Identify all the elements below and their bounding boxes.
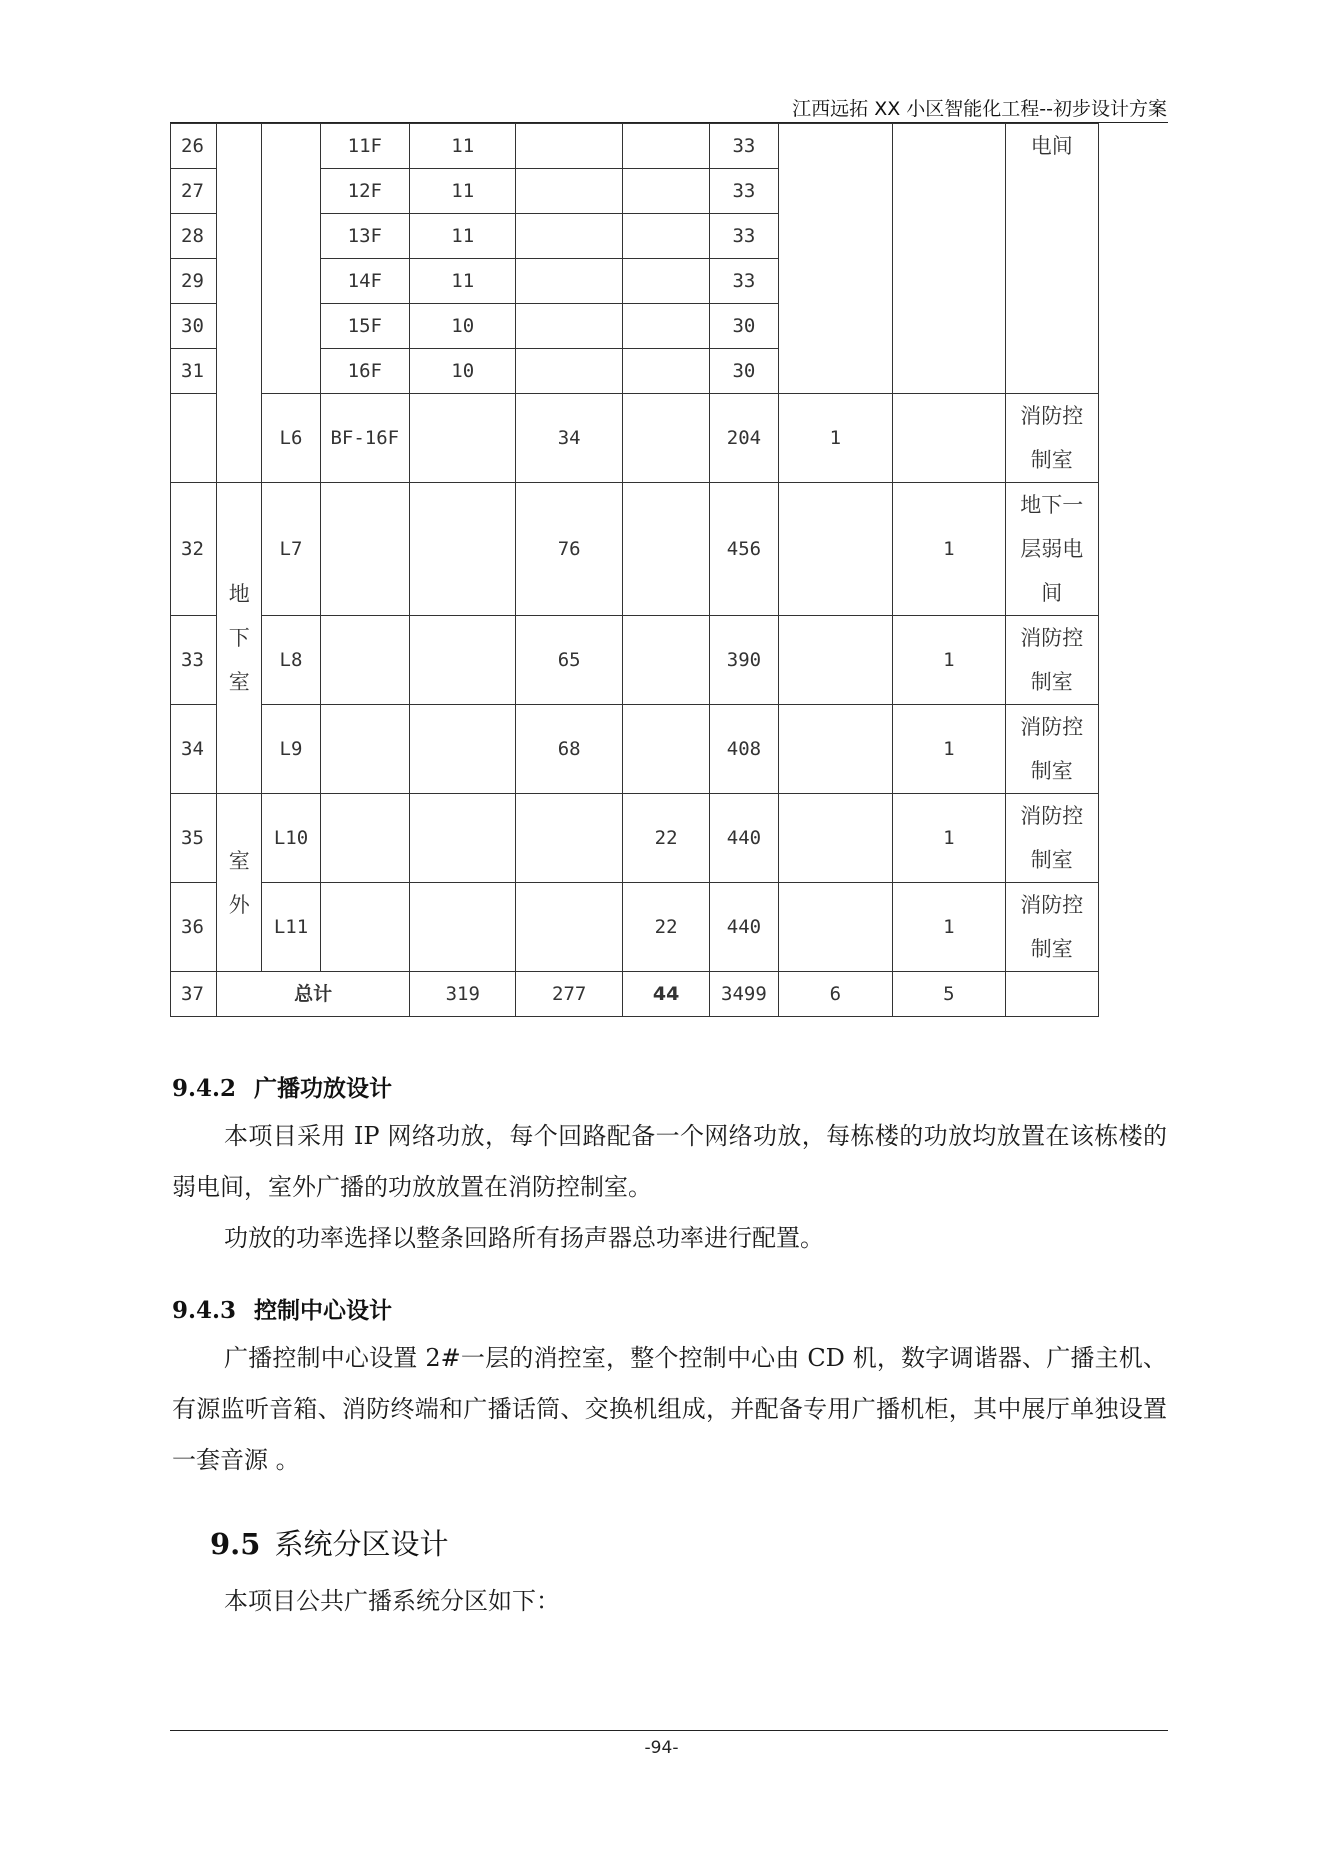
loop-cell: L10 (262, 794, 320, 883)
outdoor-label: 室外 (217, 794, 262, 972)
table-row (171, 124, 1099, 169)
location-cell: 消防控制室 (1005, 394, 1098, 483)
location-cell: 消防控制室 (1005, 794, 1098, 883)
count-cell: 22 (622, 883, 709, 972)
ctrl-cell: 1 (893, 883, 1005, 972)
total-cell: 33 (710, 169, 778, 214)
count-cell: 10 (410, 304, 516, 349)
location-cell: 消防控制室 (1005, 883, 1098, 972)
amp-cell: 1 (778, 394, 892, 483)
total-cell: 204 (710, 394, 778, 483)
row-number (171, 394, 217, 483)
total-cell: 30 (710, 304, 778, 349)
table-row (171, 483, 1099, 616)
row-number: 37 (171, 972, 217, 1017)
row-number: 32 (171, 483, 217, 616)
row-number: 36 (171, 883, 217, 972)
row-number: 33 (171, 616, 217, 705)
table-row (171, 705, 1099, 794)
floor-cell: 16F (320, 349, 409, 394)
count-cell: 34 (516, 394, 622, 483)
page-number: -94- (644, 1738, 679, 1758)
loop-cell (262, 124, 320, 394)
row-number: 31 (171, 349, 217, 394)
total-c1: 319 (410, 972, 516, 1017)
total-label: 总计 (217, 972, 410, 1017)
total-cell: 440 (710, 883, 778, 972)
paragraph-zoning: 本项目公共广播系统分区如下： (224, 1587, 560, 1615)
row-number: 28 (171, 214, 217, 259)
paragraph-amp-power: 功放的功率选择以整条回路所有扬声器总功率进行配置。 (224, 1224, 824, 1252)
floor-cell: 15F (320, 304, 409, 349)
floor-cell: 11F (320, 124, 409, 169)
total-cell: 33 (710, 259, 778, 304)
count-cell: 11 (410, 124, 516, 169)
row-number: 35 (171, 794, 217, 883)
table-total-row (171, 972, 1099, 1017)
total-amp: 6 (778, 972, 892, 1017)
total-cell: 440 (710, 794, 778, 883)
loop-cell: L7 (262, 483, 320, 616)
section-heading-9-5: 9.5 系统分区设计 (210, 1527, 449, 1561)
total-c3: 44 (622, 972, 709, 1017)
row-number: 30 (171, 304, 217, 349)
total-cell: 390 (710, 616, 778, 705)
location-cell: 消防控制室 (1005, 705, 1098, 794)
ctrl-cell: 1 (893, 794, 1005, 883)
total-cell: 408 (710, 705, 778, 794)
count-cell: 11 (410, 214, 516, 259)
table-row (171, 883, 1099, 972)
floor-cell: BF-16F (320, 394, 409, 483)
paragraph-amp-design: 本项目采用 IP 网络功放，每个回路配备一个网络功放，每栋楼的功放均放置在该栋楼的弱电间，室外广播的功放放置在消防控制室。 (172, 1122, 1167, 1201)
count-cell: 68 (516, 705, 622, 794)
count-cell: 76 (516, 483, 622, 616)
loop-cell: L6 (262, 394, 320, 483)
count-cell: 11 (410, 169, 516, 214)
loop-cell: L11 (262, 883, 320, 972)
row-number: 34 (171, 705, 217, 794)
count-cell: 10 (410, 349, 516, 394)
section-heading-9-4-3: 9.4.3 控制中心设计 (172, 1297, 393, 1324)
total-cell: 33 (710, 214, 778, 259)
total-c2: 277 (516, 972, 622, 1017)
total-cell: 456 (710, 483, 778, 616)
ctrl-cell: 1 (893, 616, 1005, 705)
count-cell: 22 (622, 794, 709, 883)
count-cell: 65 (516, 616, 622, 705)
broadcast-loop-table (170, 123, 1099, 1017)
footer-rule (170, 1730, 1168, 1731)
loop-cell: L8 (262, 616, 320, 705)
row-number: 27 (171, 169, 217, 214)
header-title: 江西远拓 XX 小区智能化工程--初步设计方案 (792, 98, 1167, 120)
floor-cell: 14F (320, 259, 409, 304)
total-sum: 3499 (710, 972, 778, 1017)
table-row (171, 394, 1099, 483)
total-cell: 33 (710, 124, 778, 169)
location-cell: 电间 (1005, 124, 1098, 394)
section-heading-9-4-2: 9.4.2 广播功放设计 (172, 1075, 393, 1102)
area-cell (217, 124, 262, 483)
ctrl-cell: 1 (893, 483, 1005, 616)
location-cell: 地下一层弱电间 (1005, 483, 1098, 616)
count-cell: 11 (410, 259, 516, 304)
loop-cell: L9 (262, 705, 320, 794)
location-cell: 消防控制室 (1005, 616, 1098, 705)
table-row (171, 616, 1099, 705)
row-number: 29 (171, 259, 217, 304)
paragraph-control-center: 广播控制中心设置 2#一层的消控室，整个控制中心由 CD 机，数字调谐器、广播主机、有源监听音箱、消防终端和广播话筒、交换机组成，并配备专用广播机柜，其中展厅单独设置一套音源 。 (172, 1344, 1167, 1474)
total-cell: 30 (710, 349, 778, 394)
total-ctrl: 5 (893, 972, 1005, 1017)
row-number: 26 (171, 124, 217, 169)
table-row (171, 794, 1099, 883)
ctrl-cell: 1 (893, 705, 1005, 794)
basement-label: 地下室 (217, 483, 262, 794)
floor-cell: 13F (320, 214, 409, 259)
floor-cell: 12F (320, 169, 409, 214)
